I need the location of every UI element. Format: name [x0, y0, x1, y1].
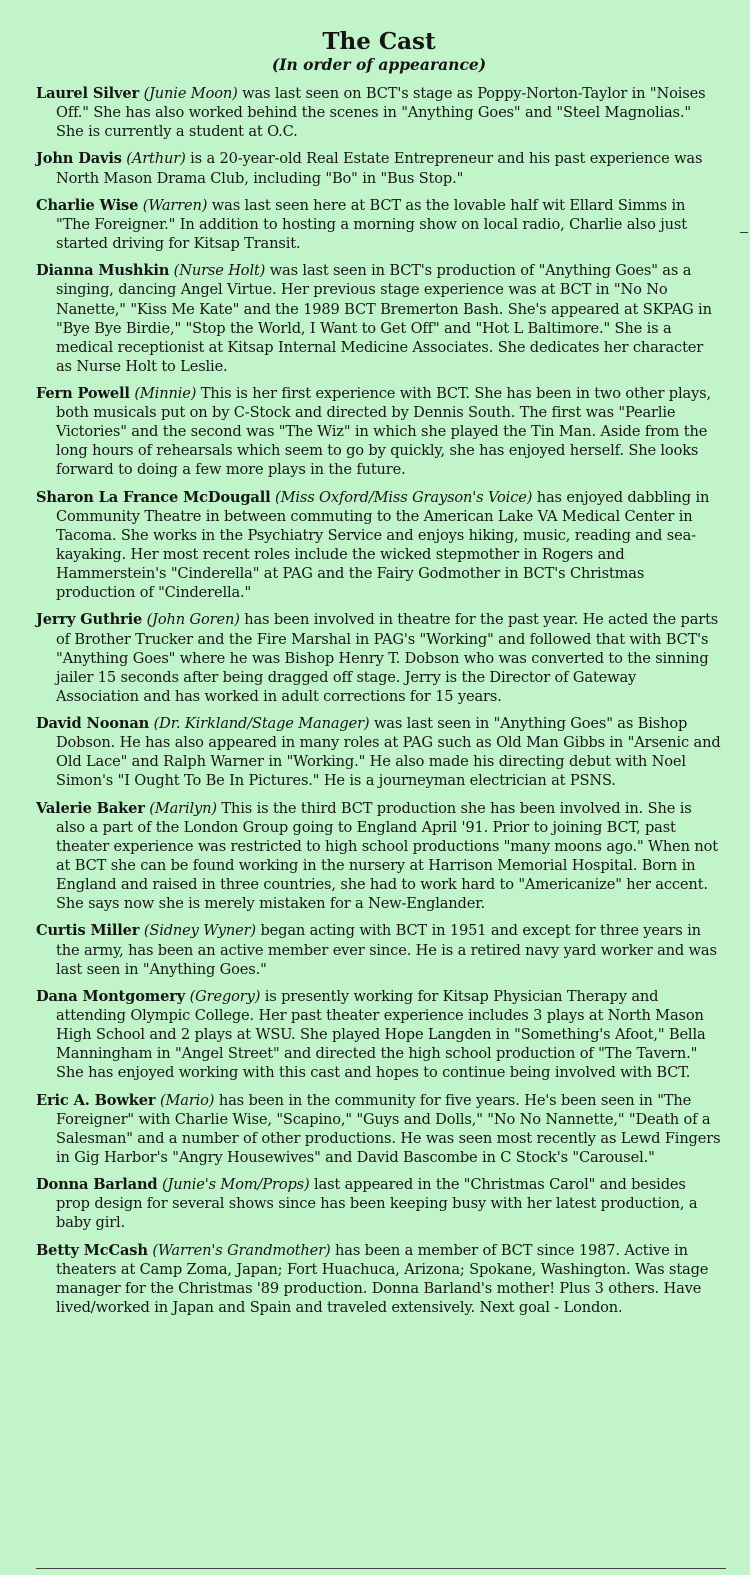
cast-member-role: (Junie's Mom/Props) [162, 1176, 310, 1194]
cast-member-role: (Junie Moon) [143, 85, 238, 102]
cast-entry [36, 196, 722, 253]
cast-member-bio: is a 20-year-old Real Estate Entrepreneur and his past experience was North Mason Drama Club, including "Bo" in "Bus Stop." [56, 150, 703, 187]
cast-member-role: (Sidney Wyner) [143, 922, 256, 940]
page-subtitle: (In order of appearance) [271, 55, 487, 74]
cast-member-role: (Nurse Holt) [173, 262, 266, 280]
cast-member-bio: has been a member of BCT since 1987. Active in theaters at Camp Zoma, Japan; Fort Huachuca, Arizona; Spokane, Washington. Was stage manager for the Christmas '89 production. Donna Barland's mother! Plus 3 others. Have lived/worked in Japan and Spain and traveled extensively. Next goal - London. [56, 1241, 709, 1316]
cast-member-name: Valerie Baker [36, 799, 145, 817]
margin-mark [740, 232, 748, 233]
cast-member-role: (Gregory) [189, 987, 261, 1005]
cast-entry [36, 261, 722, 376]
cast-member-bio: is presently working for Kitsap Physician Therapy and attending Olympic College. Her past theater experience includes 3 plays at North Mason High School and 2 plays at WSU. She played Hope Langden in "Something's Afoot," Bella Manningham in "Angel Street" and directed the high school production of "The Tavern." She has enjoyed working with this cast and hopes to continue being involved with BCT. [56, 987, 706, 1082]
cast-member-name: Curtis Miller [36, 922, 140, 940]
cast-member-role: (Arthur) [126, 150, 186, 168]
cast-member-name: Fern Powell [36, 385, 130, 403]
cast-member-name: Dana Montgomery [36, 987, 186, 1005]
cast-entry [36, 149, 722, 187]
cast-member-name: David Noonan [36, 715, 150, 733]
cast-member-name: Dianna Mushkin [36, 262, 170, 280]
cast-member-bio: began acting with BCT in 1951 and except for three years in the army, has been an active member ever since. He is a retired navy yard worker and was last seen in "Anything Goes." [56, 922, 717, 978]
cast-entry [36, 84, 722, 141]
cast-member-bio: was last seen in "Anything Goes" as Bishop Dobson. He has also appeared in many roles at PAG such as Old Man Gibbs in "Arsenic and Old Lace" and Ralph Warner in "Working." He also made his directing debut with Noel Simon's "I Ought To Be In Pictures." He is a journeyman electrician at PSNS. [56, 715, 721, 790]
cast-member-bio: last appeared in the "Christmas Carol" and besides prop design for several shows since has been keeping busy with her latest production, a baby girl. [56, 1176, 698, 1232]
page-title: The Cast [322, 28, 436, 55]
cast-entry [36, 488, 722, 603]
cast-entry [36, 384, 722, 479]
cast-entry [36, 1175, 722, 1232]
cast-entry [36, 921, 722, 978]
cast-member-name: Jerry Guthrie [36, 611, 143, 629]
cast-member-bio: has been involved in theatre for the past year. He acted the parts of Brother Trucker and the Fire Marshal in PAG's "Working" and followed that with BCT's "Anything Goes" where he was Bishop Henry T. Dobson who was converted to the sinning jailer 15 seconds after being dragged off stage. Jerry is the Director of Gateway Association and has worked in adult corrections for 15 years. [56, 611, 719, 705]
bottom-rule [36, 1568, 726, 1569]
cast-member-name: Eric A. Bowker [36, 1091, 156, 1109]
cast-member-name: Sharon La France McDougall [36, 488, 271, 506]
cast-member-role: (Minnie) [134, 385, 197, 403]
cast-member-role: (Warren's Grandmother) [152, 1241, 331, 1259]
cast-entry [36, 610, 722, 705]
cast-member-bio: This is her first experience with BCT. She has been in two other plays, both musicals put on by C-Stock and directed by Dennis South. The first was "Pearlie Victories" and the second was "The Wiz" in which she played the Tin Man. Aside from the long hours of rehearsals which seem to go by quickly, she has enjoyed herself. She looks forward to doing a few more plays in the future. [56, 385, 711, 479]
cast-member-role: (Miss Oxford/Miss Grayson's Voice) [275, 488, 533, 506]
cast-list [36, 84, 722, 1317]
cast-member-name: Betty McCash [36, 1241, 148, 1259]
cast-member-bio: has enjoyed dabbling in Community Theatre in between commuting to the American Lake VA Medical Center in Tacoma. She works in the Psychiatry Service and enjoys hiking, music, reading and sea-kayaking. Her most recent roles include the wicked stepmother in Rogers and Hammerstein's "Cinderella" at PAG and the Fairy Godmother in BCT's Christmas production of "Cinderella." [56, 488, 710, 602]
cast-entry [36, 1241, 722, 1317]
cast-member-bio: This is the third BCT production she has been involved in. She is also a part of the London Group going to England April '91. Prior to joining BCT, past theater experience was restricted to high school productions "many moons ago." When not at BCT she can be found working in the nursery at Harrison Memorial Hospital. Born in England and raised in three countries, she had to work hard to "Americanize" her accent. She says now she is merely mistaken for a New-Englander. [56, 799, 718, 913]
cast-entry [36, 987, 722, 1082]
cast-member-role: (Marilyn) [149, 799, 217, 817]
cast-member-name: John Davis [36, 150, 122, 168]
cast-member-name: Charlie Wise [36, 196, 139, 214]
cast-member-role: (Warren) [142, 196, 208, 214]
cast-member-name: Donna Barland [36, 1176, 158, 1194]
cast-entry [36, 799, 722, 914]
cast-entry [36, 714, 722, 790]
cast-member-role: (Dr. Kirkland/Stage Manager) [153, 715, 370, 733]
cast-entry [36, 1091, 722, 1167]
cast-member-bio: was last seen on BCT's stage as Poppy-Norton-Taylor in "Noises Off." She has also worked behind the scenes in "Anything Goes" and "Steel Magnolias." She is currently a student at O.C. [56, 85, 706, 141]
cast-member-role: (Mario) [159, 1091, 215, 1109]
cast-member-name: Laurel Silver [36, 85, 140, 102]
cast-member-role: (John Goren) [146, 611, 240, 629]
cast-member-bio: was last seen in BCT's production of "Anything Goes" as a singing, dancing Angel Virtue. Her previous stage experience was at BCT in "No No Nanette," "Kiss Me Kate" and the 1989 BCT Bremerton Bash. She's appeared at SKPAG in "Bye Bye Birdie," "Stop the World, I Want to Get Off" and "Hot L Baltimore." She is a medical receptionist at Kitsap Internal Medicine Associates. She dedicates her character as Nurse Holt to Leslie. [56, 262, 712, 375]
cast-member-bio: was last seen here at BCT as the lovable half wit Ellard Simms in "The Foreigner." In addition to hosting a morning show on local radio, Charlie also just started driving for Kitsap Transit. [56, 196, 687, 253]
cast-member-bio: has been in the community for five years. He's been seen in "The Foreigner" with Charlie Wise, "Scapino," "Guys and Dolls," "No No Nannette," "Death of a Salesman" and a number of other productions. He was seen most recently as Lewd Fingers in Gig Harbor's "Angry Housewives" and David Bascombe in C Stock's "Carousel." [56, 1091, 721, 1166]
